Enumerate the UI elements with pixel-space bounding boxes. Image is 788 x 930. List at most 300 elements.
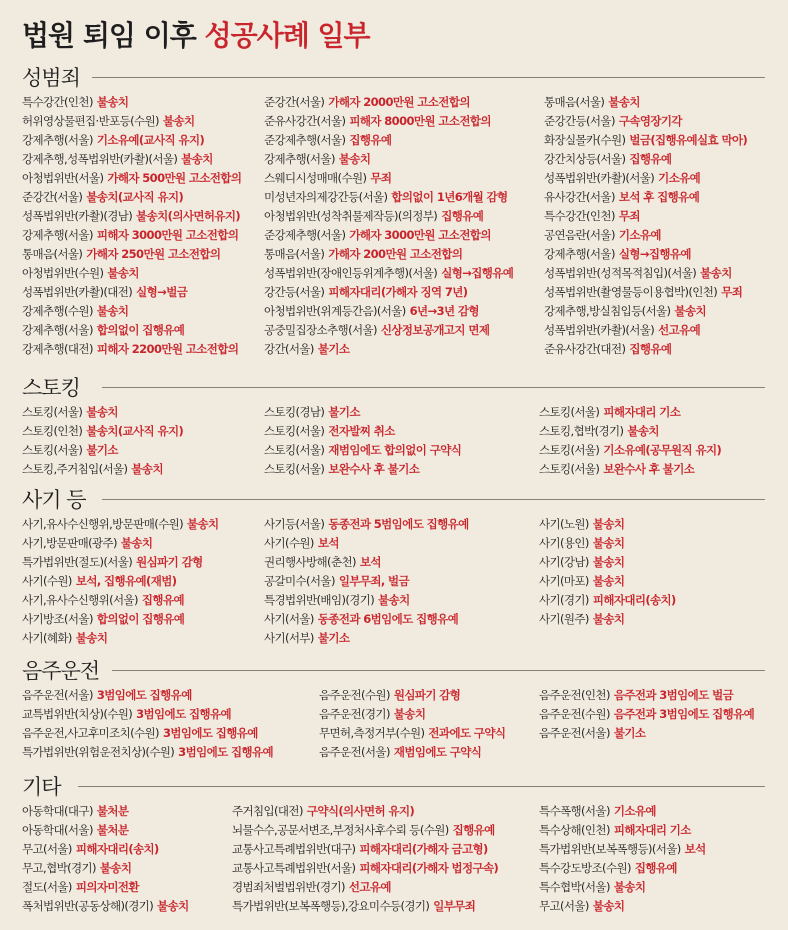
case-result: 불송치: [86, 405, 118, 419]
case-result: 불송치: [75, 631, 108, 645]
case-entry: [22, 283, 241, 302]
case-entry: [22, 93, 241, 112]
case-result: 불처분: [96, 823, 129, 837]
case-entry: [539, 859, 706, 878]
case-name: 사기(수원): [264, 536, 314, 550]
case-result: 피해자대리 기소: [603, 405, 681, 419]
case-entry: [264, 169, 513, 188]
case-entry: [22, 441, 183, 460]
case-entry: [539, 591, 676, 610]
case-result: 집행유예: [629, 152, 672, 166]
case-result: 불송치: [592, 612, 625, 626]
case-result: 불송치: [162, 114, 195, 128]
case-entry: [539, 515, 676, 534]
case-entry: [22, 629, 219, 648]
case-name: 강제추행(서울): [544, 247, 615, 261]
section-title: 사기 등: [22, 484, 96, 514]
case-name: 준유사강간(대전): [544, 342, 626, 356]
case-entry: [232, 897, 498, 916]
case-entry: [539, 403, 721, 422]
case-entry: [264, 515, 469, 534]
case-result: 불기소: [317, 631, 350, 645]
case-entry: [264, 112, 513, 131]
case-result: 집행유예: [349, 133, 392, 147]
case-name: 무면허,측정거부(수원): [319, 726, 425, 740]
case-name: 특가법위반(보복폭행등),강요미수등(경기): [232, 899, 430, 913]
case-name: 특경법위반(배임)(경기): [264, 593, 375, 607]
case-result: 신상정보공개고지 면제: [380, 323, 490, 337]
case-result: 집행유예: [452, 823, 495, 837]
case-name: 강간(서울): [264, 342, 314, 356]
case-entry: [319, 743, 505, 762]
case-result: 불송치: [674, 304, 706, 318]
case-column: [22, 515, 219, 648]
case-name: 스토킹(서울): [22, 443, 83, 457]
case-name: 특가법위반(위험운전치상)(수원): [22, 745, 175, 759]
case-entry: [319, 686, 505, 705]
case-name: 사기(원주): [539, 612, 589, 626]
case-name: 스토킹,주거침입(서울): [22, 462, 128, 476]
case-result: 불송치: [99, 861, 132, 875]
case-name: 권리행사방해(춘천): [264, 555, 356, 569]
case-result: 집행유예: [441, 209, 484, 223]
section-etc: [0, 771, 788, 913]
case-result: 불송치: [592, 899, 625, 913]
case-result: 3범임에도 집행유예: [96, 688, 192, 702]
case-result: 피해자대리(송치): [592, 593, 676, 607]
case-result: 음주전과 3범임에도 벌금: [613, 688, 734, 702]
case-result: 불기소: [86, 443, 118, 457]
case-name: 성폭법위반(장애인등위계추행)(서울): [264, 266, 438, 280]
section-stalking: [0, 372, 788, 476]
case-result: 선고유예: [658, 323, 701, 337]
case-result: 기소유예: [618, 228, 661, 242]
case-entry: [22, 610, 219, 629]
case-entry: [22, 150, 241, 169]
case-result: 동종전과 6범임에도 집행유예: [317, 612, 459, 626]
case-result: 집행유예: [634, 861, 677, 875]
case-entry: [22, 112, 241, 131]
case-result: 불송치: [592, 517, 625, 531]
case-entry: [264, 226, 513, 245]
case-result: 불처분: [96, 804, 129, 818]
case-result: 가해자 500만원 고소전합의: [107, 171, 242, 185]
case-name: 성폭법위반(카촬)(서울): [544, 171, 655, 185]
case-result: 피해자 3000만원 고소전합의: [96, 228, 239, 242]
case-result: 불송치: [592, 555, 625, 569]
case-name: 강간등(서울): [264, 285, 325, 299]
case-result: 음주전과 3범임에도 집행유예: [613, 707, 755, 721]
case-result: 무죄: [721, 285, 743, 299]
case-name: 사기,유사수신행위(서울): [22, 593, 138, 607]
case-entry: [22, 534, 219, 553]
case-result: 벌금(집행유예실효 막아): [629, 133, 748, 147]
case-result: 기소유예: [658, 171, 701, 185]
case-name: 통매음(서울): [264, 247, 325, 261]
case-result: 불송치: [393, 707, 426, 721]
case-entry: [22, 591, 219, 610]
case-name: 뇌물수수,공문서변조,부정처사후수뢰 등(수원): [232, 823, 449, 837]
case-name: 스토킹(서울): [264, 462, 325, 476]
case-name: 교특법위반(치상)(수원): [22, 707, 133, 721]
case-result: 보석, 집행유예(재범): [75, 574, 177, 588]
case-entry: [539, 553, 676, 572]
case-name: 특수협박(서울): [539, 880, 610, 894]
case-name: 음주운전(서울): [22, 688, 93, 702]
case-name: 주거침입(대전): [232, 804, 303, 818]
case-name: 무고(서울): [539, 899, 589, 913]
case-result: 불송치: [96, 304, 129, 318]
case-entry: [544, 340, 747, 359]
section-fraud: [0, 484, 788, 645]
case-result: 불송치: [120, 536, 153, 550]
section-title: 기타: [22, 771, 71, 801]
case-entry: [539, 572, 676, 591]
case-name: 무고(서울): [22, 842, 72, 856]
case-entry: [319, 705, 505, 724]
case-name: 아동학대(서울): [22, 823, 93, 837]
case-name: 성폭법위반(성적목적침입)(서울): [544, 266, 697, 280]
case-result: 가해자 2000만원 고소전합의: [328, 95, 470, 109]
case-name: 강제추행,방실침입등(서울): [544, 304, 671, 318]
case-result: 보석: [317, 536, 339, 550]
section-header: [0, 372, 788, 402]
case-result: 실형→집행유예: [618, 247, 691, 261]
case-result: 불송치(의사면허유지): [136, 209, 241, 223]
section-divider: [102, 387, 765, 388]
case-entry: [264, 610, 469, 629]
case-name: 스토킹(서울): [539, 443, 600, 457]
case-result: 전자발찌 취소: [328, 424, 395, 438]
case-name: 스토킹(서울): [539, 462, 600, 476]
case-name: 아청법위반(수원): [22, 266, 104, 280]
case-result: 불송치(교사직 유지): [86, 190, 184, 204]
case-result: 불송치: [157, 899, 189, 913]
case-column: [264, 403, 461, 479]
case-column: [544, 93, 747, 359]
case-name: 사기(마포): [539, 574, 589, 588]
case-entry: [544, 112, 747, 131]
case-name: 준강제추행(서울): [264, 133, 346, 147]
case-name: 스토킹(서울): [22, 405, 83, 419]
case-entry: [264, 150, 513, 169]
case-entry: [539, 534, 676, 553]
case-name: 음주운전,사고후미조치(수원): [22, 726, 159, 740]
case-entry: [544, 131, 747, 150]
case-result: 피의자미전환: [75, 880, 139, 894]
case-entry: [22, 802, 189, 821]
case-name: 강제추행(서울): [22, 228, 93, 242]
case-column: [539, 403, 721, 479]
case-column: [539, 686, 754, 743]
case-result: 3범임에도 집행유예: [136, 707, 232, 721]
case-entry: [232, 840, 498, 859]
case-entry: [22, 686, 273, 705]
case-entry: [264, 302, 513, 321]
case-entry: [319, 724, 505, 743]
case-entry: [22, 188, 241, 207]
case-name: 음주운전(서울): [319, 745, 390, 759]
case-entry: [22, 897, 189, 916]
case-name: 무고,협박(경기): [22, 861, 96, 875]
case-name: 음주운전(수원): [319, 688, 390, 702]
case-result: 합의없이 1년6개월 감형: [391, 190, 508, 204]
case-result: 불송치: [107, 266, 139, 280]
title-black: 법원 퇴임 이후: [22, 19, 196, 52]
case-name: 특수강간(인천): [22, 95, 93, 109]
case-result: 가해자 3000만원 고소전합의: [349, 228, 491, 242]
case-entry: [544, 283, 747, 302]
case-result: 합의없이 집행유예: [96, 323, 185, 337]
case-entry: [264, 534, 469, 553]
case-entry: [22, 340, 241, 359]
section-divider: [78, 786, 765, 787]
section-header: [0, 484, 788, 514]
case-name: 강제추행(서울): [22, 133, 93, 147]
case-name: 사기(용인): [539, 536, 589, 550]
case-column: [264, 93, 513, 359]
case-entry: [539, 878, 706, 897]
case-result: 3범임에도 집행유예: [162, 726, 258, 740]
case-entry: [544, 321, 747, 340]
case-result: 피해자대리 기소: [613, 823, 691, 837]
section-header: [0, 62, 788, 92]
case-name: 아청법위반(성착취물제작등)(의정부): [264, 209, 438, 223]
case-entry: [232, 878, 498, 897]
case-name: 스토킹(서울): [264, 443, 325, 457]
case-entry: [264, 591, 469, 610]
case-entry: [22, 515, 219, 534]
case-name: 성폭법위반(카촬)(서울): [544, 323, 655, 337]
case-name: 미성년자의제강간등(서울): [264, 190, 388, 204]
case-result: 실형→집행유예: [441, 266, 514, 280]
case-name: 강간치상등(서울): [544, 152, 626, 166]
case-entry: [544, 245, 747, 264]
section-drunk-driving: [0, 655, 788, 759]
case-result: 구약식(의사면허 유지): [306, 804, 415, 818]
case-entry: [544, 207, 747, 226]
case-result: 실형→벌금: [136, 285, 188, 299]
case-entry: [539, 705, 754, 724]
section-header: [0, 655, 788, 685]
section-title: 성범죄: [22, 62, 90, 92]
case-name: 사기(강남): [539, 555, 589, 569]
case-result: 무죄: [618, 209, 640, 223]
case-name: 특수폭행(서울): [539, 804, 610, 818]
case-result: 불송치: [181, 152, 213, 166]
case-name: 스토킹(서울): [539, 405, 600, 419]
case-result: 원심파기 감형: [393, 688, 461, 702]
case-result: 피해자대리(가해자 법정구속): [359, 861, 499, 875]
case-entry: [544, 264, 747, 283]
case-entry: [22, 743, 273, 762]
case-result: 기소유예(공무원직 유지): [603, 443, 722, 457]
title-red: 성공사례 일부: [204, 19, 370, 52]
case-result: 원심파기 감형: [136, 555, 203, 569]
case-result: 불송치: [131, 462, 163, 476]
case-column: [319, 686, 505, 762]
case-result: 6년→3년 감형: [409, 304, 479, 318]
case-entry: [22, 207, 241, 226]
case-result: 구속영장기각: [618, 114, 682, 128]
case-entry: [22, 553, 219, 572]
case-result: 불기소: [317, 342, 350, 356]
case-column: [539, 515, 676, 629]
case-name: 특가법위반(절도)(서울): [22, 555, 133, 569]
case-result: 불송치: [592, 574, 625, 588]
case-entry: [22, 878, 189, 897]
case-entry: [539, 724, 754, 743]
case-entry: [544, 93, 747, 112]
case-name: 사기(수원): [22, 574, 72, 588]
section-divider: [92, 77, 765, 78]
case-entry: [264, 629, 469, 648]
case-name: 강제추행(서울): [264, 152, 335, 166]
case-entry: [264, 188, 513, 207]
case-entry: [22, 131, 241, 150]
case-result: 무죄: [370, 171, 392, 185]
case-name: 절도(서울): [22, 880, 72, 894]
case-name: 성폭법위반(카촬)(경남): [22, 209, 133, 223]
case-result: 전과에도 구약식: [428, 726, 506, 740]
case-entry: [544, 150, 747, 169]
case-entry: [264, 460, 461, 479]
case-entry: [539, 802, 706, 821]
case-column: [264, 515, 469, 648]
section-divider: [102, 499, 765, 500]
case-entry: [264, 93, 513, 112]
case-name: 준강제추행(서울): [264, 228, 346, 242]
case-name: 성폭법위반(카촬)(대전): [22, 285, 133, 299]
case-name: 스토킹(서울): [264, 424, 325, 438]
case-name: 강제추행(수원): [22, 304, 93, 318]
case-result: 3범임에도 집행유예: [178, 745, 274, 759]
case-result: 재범임에도 합의없이 구약식: [328, 443, 462, 457]
case-entry: [264, 403, 461, 422]
case-name: 공연음란(서울): [544, 228, 615, 242]
case-result: 불송치: [700, 266, 732, 280]
case-entry: [22, 403, 183, 422]
case-entry: [539, 897, 706, 916]
case-column: [22, 93, 241, 359]
case-entry: [544, 302, 747, 321]
case-result: 피해자 8000만원 고소전합의: [349, 114, 491, 128]
case-entry: [264, 245, 513, 264]
case-result: 보완수사 후 불기소: [603, 462, 695, 476]
case-entry: [22, 724, 273, 743]
case-name: 성폭법위반(촬영물등이용협박)(인천): [544, 285, 718, 299]
case-name: 교통사고특례법위반(대구): [232, 842, 356, 856]
case-entry: [264, 422, 461, 441]
case-entry: [539, 422, 721, 441]
case-entry: [544, 226, 747, 245]
case-name: 사기(경기): [539, 593, 589, 607]
case-entry: [22, 302, 241, 321]
case-entry: [264, 321, 513, 340]
case-result: 재범임에도 구약식: [393, 745, 482, 759]
case-entry: [232, 802, 498, 821]
case-result: 불송치: [592, 536, 625, 550]
case-result: 가해자 200만원 고소전합의: [328, 247, 463, 261]
case-name: 통매음(서울): [22, 247, 83, 261]
case-result: 불송치: [338, 152, 371, 166]
case-name: 교통사고특례법위반(서울): [232, 861, 356, 875]
case-name: 아청법위반(위계등간음)(서울): [264, 304, 406, 318]
case-name: 음주운전(서울): [539, 726, 610, 740]
case-name: 특가법위반(보복폭행등)(서울): [539, 842, 681, 856]
case-result: 불송치(교사직 유지): [86, 424, 184, 438]
case-entry: [22, 705, 273, 724]
case-entry: [22, 821, 189, 840]
case-name: 사기등(서울): [264, 517, 325, 531]
case-result: 불송치: [627, 424, 659, 438]
case-entry: [22, 264, 241, 283]
case-name: 아청법위반(서울): [22, 171, 104, 185]
case-result: 선고유예: [348, 880, 391, 894]
case-name: 특수상해(인천): [539, 823, 610, 837]
case-column: [232, 802, 498, 916]
case-result: 보석 후 집행유예: [618, 190, 700, 204]
case-entry: [544, 169, 747, 188]
case-entry: [264, 340, 513, 359]
case-entry: [264, 572, 469, 591]
case-name: 준강간(서울): [22, 190, 83, 204]
case-result: 불송치: [187, 517, 219, 531]
case-entry: [22, 245, 241, 264]
case-name: 사기방조(서울): [22, 612, 93, 626]
case-entry: [544, 188, 747, 207]
case-entry: [22, 321, 241, 340]
case-entry: [264, 207, 513, 226]
case-entry: [264, 553, 469, 572]
case-name: 유사강간(서울): [544, 190, 615, 204]
case-result: 집행유예: [141, 593, 184, 607]
case-column: [22, 802, 189, 916]
case-name: 준강간(서울): [264, 95, 325, 109]
case-result: 불기소: [328, 405, 360, 419]
case-entry: [539, 441, 721, 460]
case-result: 일부무죄, 벌금: [338, 574, 410, 588]
case-result: 일부무죄: [433, 899, 476, 913]
case-entry: [264, 264, 513, 283]
case-name: 사기(혜화): [22, 631, 72, 645]
case-entry: [539, 686, 754, 705]
case-name: 사기,유사수신행위,방문판매(수원): [22, 517, 184, 531]
case-entry: [539, 460, 721, 479]
case-entry: [232, 821, 498, 840]
case-entry: [22, 422, 183, 441]
case-name: 강제추행(대전): [22, 342, 93, 356]
case-entry: [264, 131, 513, 150]
case-result: 기소유예(교사직 유지): [96, 133, 205, 147]
case-entry: [264, 441, 461, 460]
case-name: 강제추행,성폭법위반(카촬)(서울): [22, 152, 178, 166]
case-column: [22, 403, 183, 479]
case-entry: [22, 226, 241, 245]
case-result: 피해자대리(가해자 금고형): [359, 842, 488, 856]
case-entry: [22, 840, 189, 859]
case-name: 경범죄처벌법위반(경기): [232, 880, 345, 894]
case-entry: [539, 821, 706, 840]
case-entry: [264, 283, 513, 302]
section-title: 스토킹: [22, 372, 90, 402]
case-entry: [22, 169, 241, 188]
case-name: 강제추행(서울): [22, 323, 93, 337]
case-result: 불송치: [96, 95, 129, 109]
page-title: [22, 14, 370, 54]
case-result: 피해자대리(가해자 징역 7년): [328, 285, 468, 299]
case-name: 사기,방문판매(광주): [22, 536, 117, 550]
